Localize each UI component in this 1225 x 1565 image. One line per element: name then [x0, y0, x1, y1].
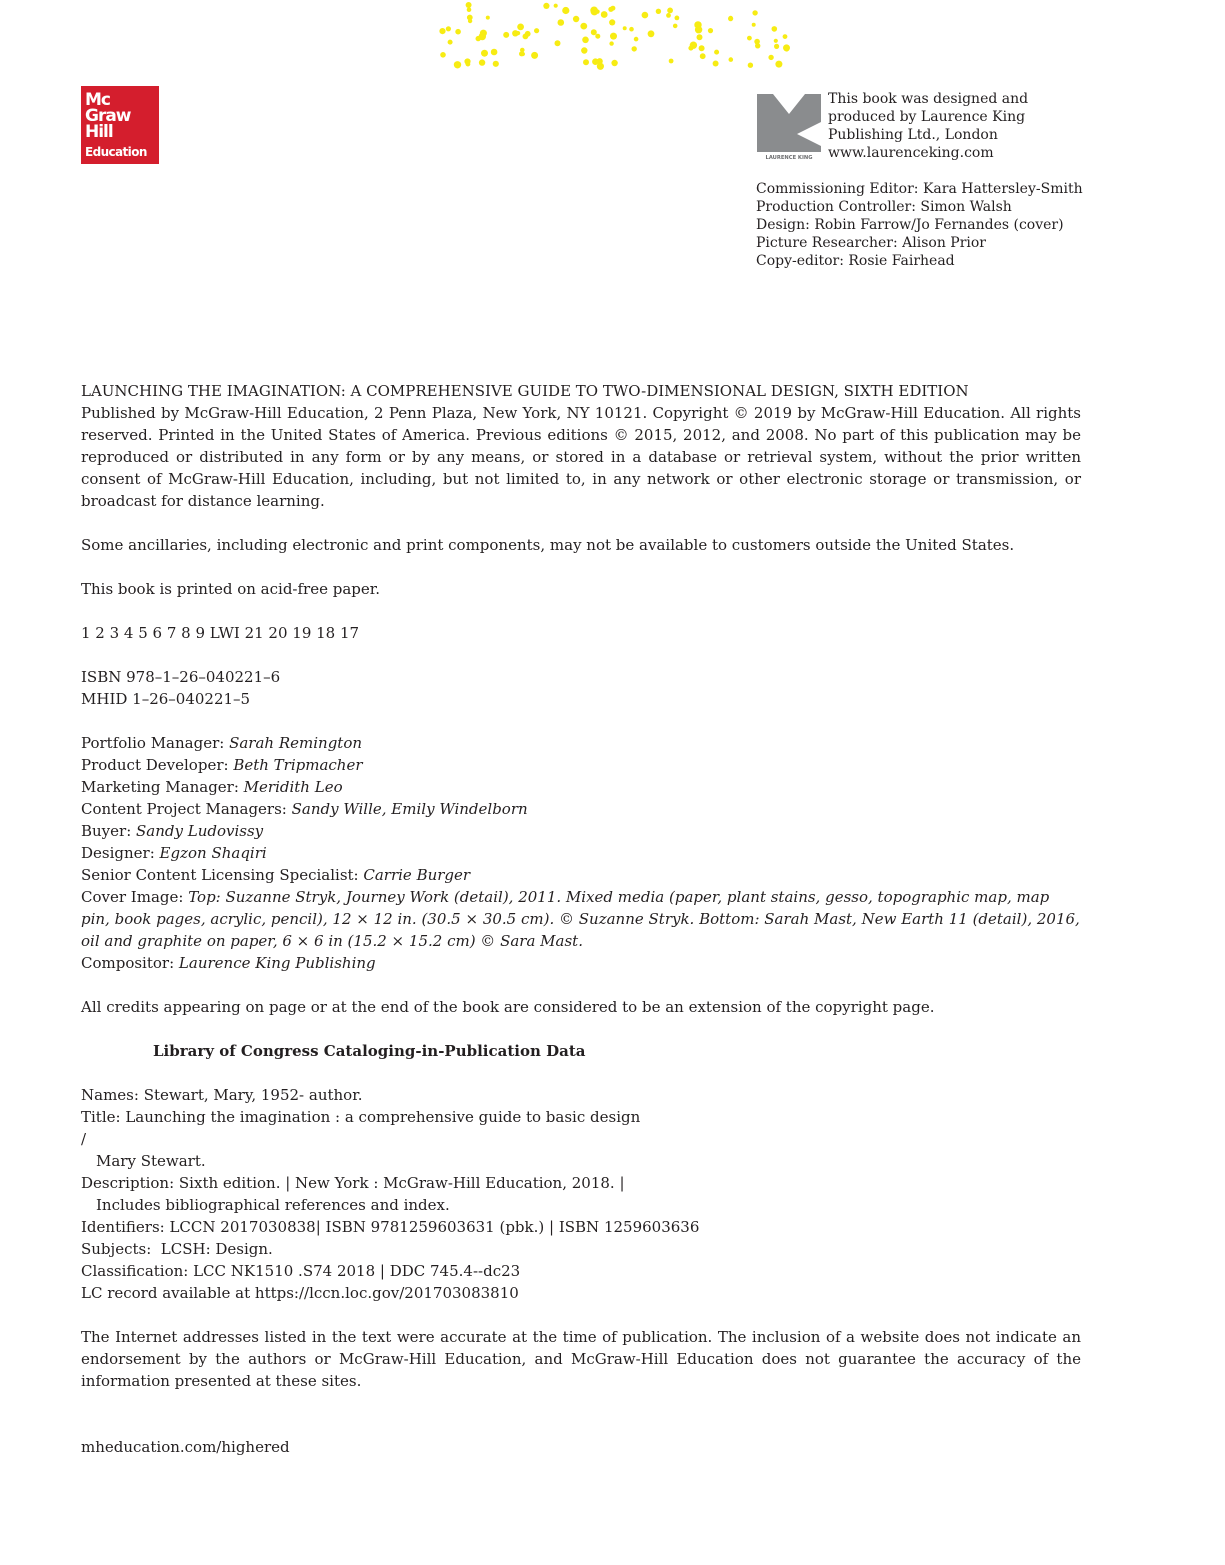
ancillaries-note: Some ancillaries, including electronic and print components, may not be available to customers outside the United States. [81, 536, 1015, 554]
staff-role: Senior Content Licensing Specialist: [81, 866, 364, 884]
decorative-dot [634, 37, 639, 42]
staff-name: Egzon Shaqiri [159, 844, 267, 862]
decorative-dot [608, 7, 613, 12]
production-credits [756, 180, 1156, 270]
decorative-dot [454, 61, 461, 68]
staff-line [81, 842, 1081, 864]
decorative-dot [747, 36, 752, 41]
decorative-dot [590, 7, 598, 15]
decorative-dot [642, 12, 649, 19]
decorative-dot [629, 27, 634, 32]
compositor-name: Laurence King Publishing [178, 954, 376, 972]
decorative-dot [595, 34, 600, 39]
copyright-paragraph: Published by McGraw-Hill Education, 2 Penn Plaza, New York, NY 10121. Copyright © 2019 by McGraw-Hill Education. All rights reserved. Printed in the United States of America. Previous editions © 2015, 2012, and 2008. No part of this publication may be reproduced or distributed in any form or by any means, or stored in a database or retrieval system, without the prior written consent of McGraw-Hill Education, including, but not limited to, in any network or other electronic storage or transmission, or broadcast for distance learning. [81, 404, 1081, 510]
loc-title: Title: Launching the imagination : a comprehensive guide to basic design [81, 1108, 641, 1126]
decorative-dot [468, 19, 472, 23]
staff-name: Sarah Remington [229, 734, 363, 752]
credits-extension-note: All credits appearing on page or at the end of the book are considered to be an extension of the copyright page. [81, 998, 935, 1016]
decorative-dot [752, 23, 756, 27]
compositor-line [81, 952, 1081, 974]
staff-name: Beth Tripmacher [233, 756, 363, 774]
decorative-dot [768, 55, 773, 60]
print-line: 1 2 3 4 5 6 7 8 9 LWI 21 20 19 18 17 [81, 624, 360, 642]
decorative-dot [673, 24, 678, 29]
staff-name: Carrie Burger [363, 866, 471, 884]
decorative-dot [713, 61, 719, 67]
decorative-dot [675, 16, 680, 21]
decorative-dot [669, 59, 674, 64]
decorative-dot [583, 59, 589, 65]
credit-line: Design: Robin Farrow/Jo Fernandes (cover) [756, 217, 1064, 233]
decorative-dot [772, 26, 778, 32]
loc-slash: / [81, 1130, 87, 1148]
decorative-dot [623, 26, 627, 30]
decorative-dot [479, 59, 485, 65]
decorative-dot [466, 2, 472, 8]
loc-identifiers: Identifiers: LCCN 2017030838| ISBN 9781259603631 (pbk.) | ISBN 1259603636 [81, 1218, 700, 1236]
staff-role: Buyer: [81, 822, 137, 840]
logo-line-education: Education [85, 145, 147, 159]
staff-role: Marketing Manager: [81, 778, 244, 796]
cover-image-text: Top: Suzanne Stryk, Journey Work (detail), 2011. Mixed media (paper, plant stains, gesso, topographic map, map pin, book pages, acrylic, pencil), 12 × 12 in. (30.5 × 30.5 cm). © Suzanne Stryk. Bottom: Sarah Mast, New Earth 11 (detail), 2016, oil and graphite on paper, 6 × 6 in (15.2 × 15.2 cm) © Sara Mast. [81, 888, 1080, 950]
loc-description: Description: Sixth edition. | New York : McGraw-Hill Education, 2018. | [81, 1174, 625, 1192]
decorative-dot [729, 57, 734, 62]
decorative-dot [555, 40, 561, 46]
staff-line [81, 820, 1081, 842]
decorative-dot [558, 19, 565, 26]
decorative-dot [714, 50, 719, 55]
decorative-dot [752, 10, 757, 15]
decorative-dot [755, 43, 760, 48]
laurence-king-logo-label: LAURENCE KING [765, 155, 813, 160]
decorative-dot [440, 52, 446, 58]
lk-line: This book was designed and [828, 91, 1029, 107]
publisher-website: mheducation.com/highered [81, 1438, 290, 1456]
decorative-dot [580, 23, 587, 30]
decorative-dot [486, 16, 490, 20]
credit-line: Production Controller: Simon Walsh [756, 199, 1012, 215]
staff-role: Content Project Managers: [81, 800, 292, 818]
staff-name: Meridith Leo [243, 778, 343, 796]
laurence-king-logo [757, 94, 821, 160]
decorative-dot [748, 62, 753, 67]
decorative-dot [581, 47, 587, 53]
paper-note: This book is printed on acid-free paper. [81, 580, 381, 598]
staff-role: Product Developer: [81, 756, 234, 774]
credit-line: Copy-editor: Rosie Fairhead [756, 253, 955, 269]
loc-record: LC record available at https://lccn.loc.gov/201703083810 [81, 1284, 519, 1302]
cover-image-role: Cover Image: [81, 888, 189, 906]
decorative-dot [774, 39, 778, 43]
copyright-block [81, 380, 1081, 512]
staff-line [81, 864, 1081, 886]
decorative-dot-pattern [430, 0, 800, 72]
decorative-dot [446, 26, 451, 31]
logo-line-mc: Mc [85, 90, 110, 110]
book-title-line: LAUNCHING THE IMAGINATION: A COMPREHENSIVE GUIDE TO TWO-DIMENSIONAL DESIGN, SIXTH EDITION [81, 382, 969, 400]
decorative-dot [708, 28, 713, 33]
decorative-dot [699, 45, 705, 51]
decorative-dot [695, 26, 702, 33]
isbn-block [81, 666, 1081, 710]
decorative-dot [481, 50, 488, 57]
loc-heading: Library of Congress Cataloging-in-Publication Data [153, 1042, 586, 1060]
internet-disclaimer: The Internet addresses listed in the text were accurate at the time of publication. The inclusion of a website does not indicate an endorsement by the authors or McGraw-Hill Education, and McGraw-Hill Education does not guarantee the accuracy of the information presented at these sites. [81, 1328, 1081, 1390]
staff-line [81, 732, 1081, 754]
decorative-dot [531, 52, 538, 59]
decorative-dot [493, 61, 499, 67]
decorative-dot [562, 7, 569, 14]
decorative-dot [609, 19, 615, 25]
staff-name: Sandy Wille, Emily Windelborn [291, 800, 528, 818]
decorative-dot [573, 16, 579, 22]
logo-line-hill: Hill [85, 122, 113, 142]
decorative-dot [690, 42, 697, 49]
decorative-dot [582, 37, 589, 44]
laurence-king-credit [828, 90, 1088, 162]
decorative-dot [609, 41, 613, 45]
decorative-dot [543, 3, 549, 9]
decorative-dot [439, 28, 445, 34]
cover-image-credit [81, 886, 1081, 952]
loc-includes: Includes bibliographical references and index. [96, 1196, 450, 1214]
decorative-dot [666, 13, 671, 18]
mcgraw-hill-education-logo [81, 86, 159, 164]
decorative-dot [774, 44, 779, 49]
loc-classification: Classification: LCC NK1510 .S74 2018 | DDC 745.4--dc23 [81, 1262, 521, 1280]
decorative-dot [775, 61, 782, 68]
decorative-dot [656, 9, 661, 14]
decorative-dot [554, 4, 558, 8]
decorative-dot [448, 40, 453, 45]
decorative-dot [516, 31, 520, 35]
staff-role: Designer: [81, 844, 160, 862]
staff-line [81, 776, 1081, 798]
decorative-dot [517, 24, 524, 31]
decorative-dot [480, 30, 487, 37]
decorative-dot [591, 29, 597, 35]
decorative-dot [466, 62, 471, 67]
decorative-dot [592, 58, 599, 65]
decorative-dot [632, 46, 637, 51]
decorative-dot [700, 53, 706, 59]
isbn: ISBN 978–1–26–040221–6 [81, 668, 281, 686]
loc-author: Mary Stewart. [96, 1152, 206, 1170]
decorative-dot [611, 60, 617, 66]
decorative-dot [503, 32, 509, 38]
decorative-dot [519, 51, 524, 56]
logo-line-graw: Graw [85, 106, 131, 126]
lk-line: Publishing Ltd., London [828, 127, 998, 143]
decorative-dot [601, 11, 608, 18]
decorative-dot [491, 49, 498, 56]
staff-list [81, 732, 1081, 974]
decorative-dot [476, 36, 481, 41]
copyright-page-body [81, 380, 1081, 1458]
lk-line: produced by Laurence King [828, 109, 1026, 125]
staff-role: Portfolio Manager: [81, 734, 230, 752]
decorative-dot [783, 34, 788, 39]
lk-website: www.laurenceking.com [828, 145, 994, 161]
decorative-dot [667, 7, 673, 13]
decorative-dot [525, 31, 531, 37]
decorative-dot [467, 7, 472, 12]
decorative-dot [697, 34, 703, 40]
staff-line [81, 754, 1081, 776]
decorative-dot [648, 30, 655, 37]
decorative-dot [784, 47, 789, 52]
decorative-dot [534, 28, 539, 33]
compositor-role: Compositor: [81, 954, 179, 972]
loc-names: Names: Stewart, Mary, 1952- author. [81, 1086, 363, 1104]
staff-line [81, 798, 1081, 820]
credit-line: Picture Researcher: Alison Prior [756, 235, 987, 251]
loc-data [81, 1084, 1081, 1304]
decorative-dot [728, 16, 733, 21]
decorative-dot [455, 29, 461, 35]
loc-subjects: Subjects: LCSH: Design. [81, 1240, 273, 1258]
mhid: MHID 1–26–040221–5 [81, 690, 251, 708]
decorative-dot [610, 33, 617, 40]
staff-name: Sandy Ludovissy [136, 822, 264, 840]
credit-line: Commissioning Editor: Kara Hattersley-Smith [756, 181, 1083, 197]
